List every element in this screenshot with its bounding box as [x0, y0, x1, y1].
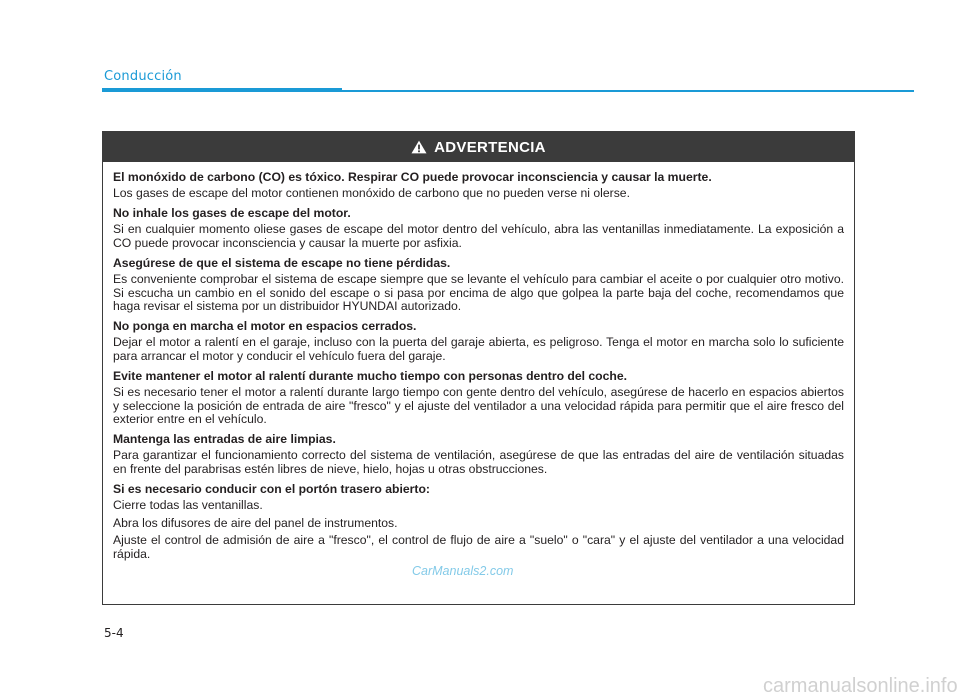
warning-section-exhaust-leaks — [113, 256, 844, 313]
section-paragraph: Dejar el motor a ralentí en el garaje, incluso con la puerta del garaje abierta, es peligroso. Tenga el motor en marcha solo lo suficiente para arrancar el motor y conducir el vehículo fuera del garaje. — [113, 335, 844, 363]
warning-header — [103, 132, 854, 162]
warning-section-air-intakes — [113, 432, 844, 476]
section-heading: Mantenga las entradas de aire limpias. — [113, 432, 336, 447]
warning-section-co-toxic — [113, 170, 844, 200]
section-heading: No inhale los gases de escape del motor. — [113, 206, 351, 221]
section-heading: No ponga en marcha el motor en espacios cerrados. — [113, 319, 417, 334]
warning-section-enclosed-spaces — [113, 319, 844, 363]
warning-section-tailgate-open — [113, 482, 844, 561]
section-paragraph: Si en cualquier momento oliese gases de escape del motor dentro del vehículo, abra las ventanillas inmediatamente. La exposición a CO puede provocar inconsciencia y causar la muerte por asfixia. — [113, 222, 844, 250]
section-paragraph: Los gases de escape del motor contienen monóxido de carbono que no pueden verse ni olerse. — [113, 186, 630, 200]
header-rule-thick — [102, 88, 342, 92]
watermark-carmanuals2: CarManuals2.com — [412, 564, 514, 578]
section-paragraph: Para garantizar el funcionamiento correcto del sistema de ventilación, asegúrese de que las entradas del aire de ventilación situadas en frente del parabrisas estén libres de nieve, hielo, hojas u otras obstrucciones. — [113, 448, 844, 476]
section-paragraph: Cierre todas las ventanillas. — [113, 498, 263, 513]
watermark-carmanualsonline: carmanualsonline.info — [763, 675, 958, 697]
warning-triangle-icon — [411, 140, 427, 154]
warning-section-no-inhale — [113, 206, 844, 250]
section-heading: Asegúrese de que el sistema de escape no tiene pérdidas. — [113, 256, 451, 271]
section-heading: Si es necesario conducir con el portón trasero abierto: — [113, 482, 430, 497]
warning-title: ADVERTENCIA — [434, 138, 546, 156]
section-title: Conducción — [104, 69, 182, 84]
section-paragraph: Es conveniente comprobar el sistema de escape siempre que se levante el vehículo para cambiar el aceite o por cualquier otro motivo. Si escucha un cambio en el sonido del escape o si pasa por encima de algo que golpea la parte baja del coche, recomendamos que haga revisar el sistema por un distribuidor HYUNDAI autorizado. — [113, 272, 844, 314]
section-heading: Evite mantener el motor al ralentí durante mucho tiempo con personas dentro del coche. — [113, 369, 628, 384]
warning-box — [102, 131, 855, 605]
header-rule-thin — [342, 90, 914, 92]
warning-body — [103, 162, 854, 561]
section-paragraph: Si es necesario tener el motor a ralentí durante largo tiempo con gente dentro del vehículo, asegúrese de hacerlo en espacios abiertos y seleccione la posición de entrada de aire "fresco" y el ajuste del ventilador a una velocidad rápida para permitir que el aire fresco del exterior entre en el vehículo. — [113, 385, 844, 427]
warning-section-idling — [113, 369, 844, 426]
page-number: 5-4 — [104, 626, 124, 640]
section-paragraph: Abra los difusores de aire del panel de instrumentos. — [113, 515, 398, 530]
section-paragraph: Ajuste el control de admisión de aire a "fresco", el control de flujo de aire a "suelo" o "cara" y el ajuste del ventilador a una velocidad rápida. — [113, 533, 844, 561]
section-heading: El monóxido de carbono (CO) es tóxico. Respirar CO puede provocar inconsciencia y causar la muerte. — [113, 170, 712, 184]
